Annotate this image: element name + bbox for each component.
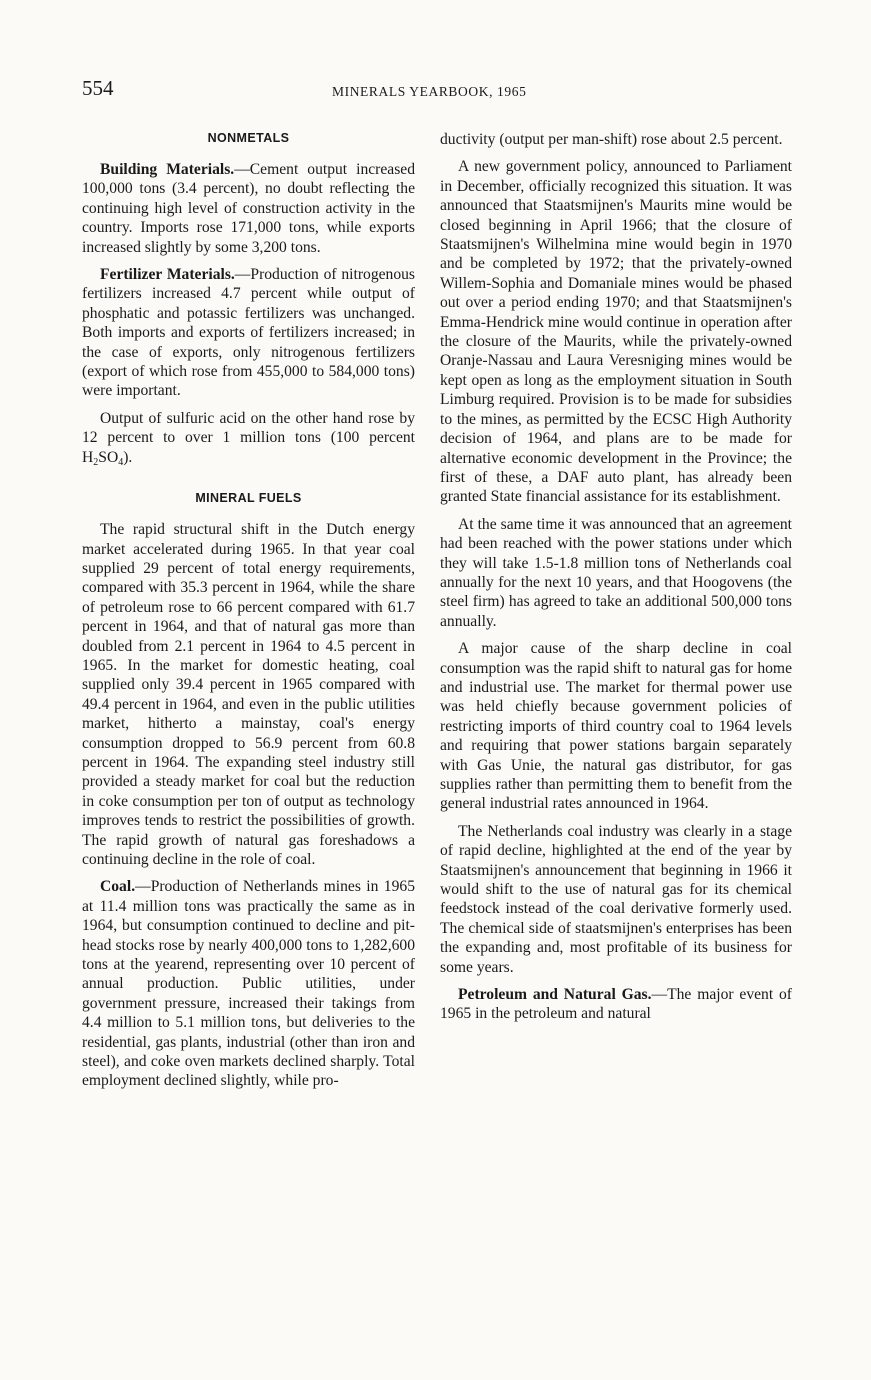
paragraph-energy-market: The rapid structural shift in the Dutch energy market accelerated during 1965. In that year coal supplied 29 percent of total energy requirements, compared with 35.3 percent in 1964, while the share of petroleum rose to 66 percent compared with 61.7 percent in 1964, and that of natural gas more than doubled from 2.1 percent in 1964 to 4.5 percent in 1965. In the market for domestic heating, coal supplied only 39.4 percent in 1965 compared with 49.4 percent in 1964, and even in the public utilities market, hitherto a mainstay, coal's energy consumption dropped to 56.9 percent from 60.8 percent in 1964. The expanding steel industry still provided a steady market for coal but the reduction in coke consumption per ton of output as technology improves tends to restrict the possibilities of growth. The rapid growth of natural gas foreshadows a continuing decline in the role of coal.	[82, 521, 415, 868]
paragraph-coal	[82, 877, 415, 1090]
paragraph-petroleum	[440, 985, 792, 1024]
coal-text: —Production of Netherlands mines in 1965 at 11.4 million tons was practically the same as in 1964, but consumption continued to decline and pit-head stocks rose by nearly 400,000 tons to 1,282,600 tons at the yearend, representing over 10 percent of annual production. Public utilities, under government pressure, increased their takings from 4.4 million to 5.1 million tons, but deliveries to the residential, gas plants, industrial (other than iron and steel), and coke oven markets declined sharply. Total employment declined slightly, while pro-	[82, 878, 415, 1090]
runin-petroleum: Petroleum and Natural Gas.	[458, 986, 652, 1004]
runin-coal: Coal.	[100, 878, 136, 896]
section-heading-nonmetals: NONMETALS	[207, 131, 290, 145]
left-column	[82, 130, 415, 1099]
fertilizer-materials-text: —Production of nitrogenous fertilizers increased 4.7 percent while output of phosphatic and potassic fertilizers was unchanged. Both imports and exports of fertilizers increased; in the case of exports, only nitrogenous fertilizers (export of which rose from 455,000 to 584,000 tons) were important.	[82, 266, 415, 400]
right-column	[440, 130, 792, 1032]
paragraph-fertilizer-materials	[82, 265, 415, 401]
paragraph-sulfuric-acid	[82, 409, 415, 472]
petroleum-text: —The major event of 1965 in the petroleum and natural	[440, 986, 792, 1023]
page-number: 554	[82, 76, 114, 100]
paragraph-building-materials	[82, 160, 415, 257]
paragraph-productivity-continuation: ductivity (output per man-shift) rose about 2.5 percent.	[440, 131, 783, 148]
paragraph-power-station-agreement: At the same time it was announced that an agreement had been reached with the power stations under which they will take 1.5-1.8 million tons of Netherlands coal annually for the next 10 years, and that Hoogovens (the steel firm) has agreed to take an additional 500,000 tons annually.	[440, 515, 792, 630]
sulfuric-text: Output of sulfuric acid on the other hand rose by 12 percent to over 1 million tons (100 percent H	[82, 409, 415, 466]
paragraph-coal-industry: The Netherlands coal industry was clearly in a stage of rapid decline, highlighted at the end of the year by Staatsmijnen's announcement that beginning in 1966 it would shift to the use of natural gas for its chemical feedstock instead of the coal derivative formerly used. The chemical side of staatsmijnen's enterprises has been the expanding and, most profitable of its business for some years.	[440, 822, 792, 976]
page-header	[82, 76, 802, 106]
subscript-4: 4	[118, 456, 124, 468]
runin-fertilizer-materials: Fertilizer Materials.	[100, 266, 235, 284]
runin-building-materials: Building Materials.	[100, 161, 235, 178]
formula-so: SO	[98, 448, 119, 466]
section-heading-mineral-fuels: MINERAL FUELS	[195, 491, 302, 506]
paragraph-coal-decline-cause: A major cause of the sharp decline in coal consumption was the rapid shift to natural gas for home and industrial use. The market for thermal power use was held chiefly because government policies of restricting imports of third country coal to 1964 levels and requiring that power stations bargain separately with Gas Unie, the natural gas distributor, for gas supplies rather than permitting them to benefit from the general industrial rates announced in 1964.	[440, 640, 792, 813]
paragraph-government-policy: A new government policy, announced to Parliament in December, officially recognized this situation. It was announced that Staatsmijnen's Maurits mine would be closed beginning in April 1966; that the closure of Staatsmijnen's Wilhelmina mine would begin in 1970 and be completed by 1972; that the privately-owned Willem-Sophia and Domaniale mines would be phased out over a period ending 1970; and that Staatsmijnen's Emma-Hendrick mine would continue in operation after the closure of the Maurits, while the privately-owned Oranje-Nassau and Laura Veresniging mines would be kept open as long as the employment situation in South Limburg required. Provision is to be made for subsidies to the mines, as permitted by the ECSC High Authority decision of 1964, and plans are to be made for alternative economic development in the Province; the first of these, a DAF auto plant, has already been granted State financial assistance for its establishment.	[440, 158, 792, 506]
sulfuric-text-end: ).	[123, 448, 133, 466]
building-materials-text: —Cement output increased 100,000 tons (3.4 percent), no doubt reflecting the continuing high level of construction activity in the country. Imports rose 171,000 tons, while exports increased slightly by some 3,200 tons.	[82, 161, 415, 256]
subscript-2: 2	[93, 456, 99, 468]
running-head: MINERALS YEARBOOK, 1965	[332, 84, 527, 99]
